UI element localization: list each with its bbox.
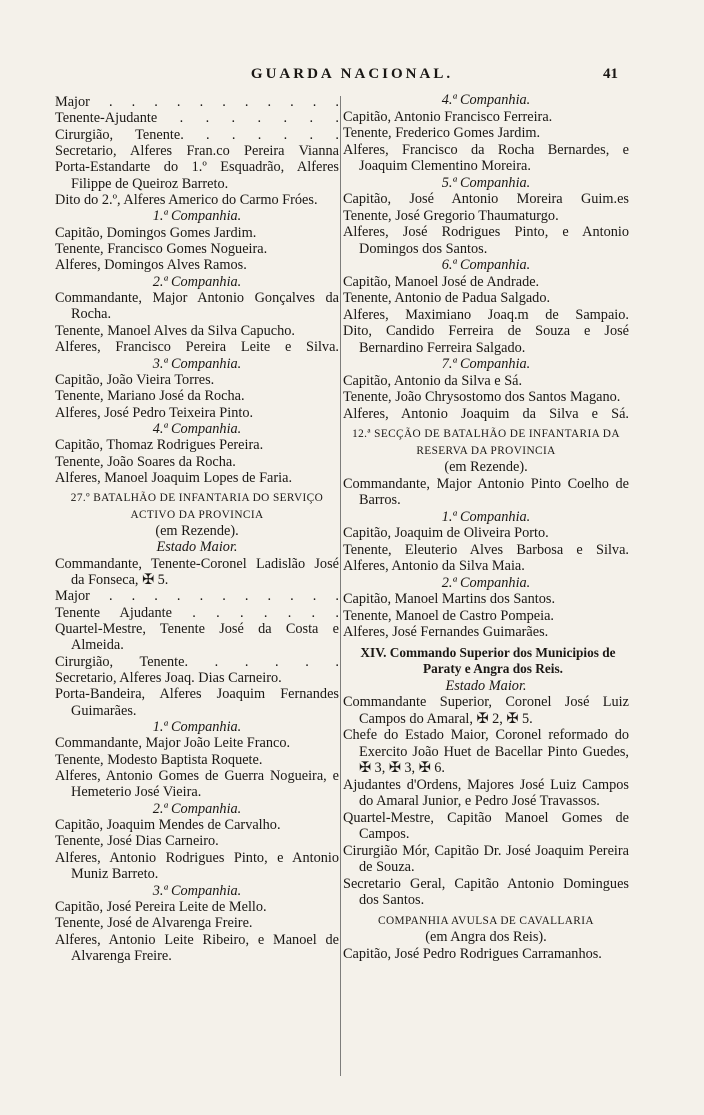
entry: Tenente, José de Alvarenga Freire. <box>55 915 253 932</box>
entry: Capitão, Domingos Gomes Jardim. <box>55 224 257 241</box>
entry: Cirurgião, Tenente. . . . . . <box>55 653 339 670</box>
company-heading: 3.ª Companhia. <box>152 882 242 899</box>
entry: Secretario, Alferes Joaq. Dias Carneiro. <box>55 670 282 687</box>
entry: Alferes, Domingos Alves Ramos. <box>55 257 247 274</box>
location-note: (em Rezende). <box>155 522 239 539</box>
company-heading: 1.ª Companhia. <box>152 719 242 736</box>
entry: Tenente, João Chrysostomo dos Santos Magano. <box>343 389 621 405</box>
entry: Capitão, Manoel Martins dos Santos. <box>343 591 556 607</box>
company-heading: 1.ª Companhia. <box>441 508 531 525</box>
entry: Commandante, Major Antonio Pinto Coelho de Barros. <box>343 475 629 508</box>
entry: Capitão, João Vieira Torres. <box>55 371 215 388</box>
entry: Alferes, Maximiano Joaq.m de Sampaio. <box>343 306 629 323</box>
company-heading: 2.ª Companhia. <box>441 574 531 591</box>
entry: Tenente, João Soares da Rocha. <box>55 453 236 470</box>
page-header <box>0 66 704 88</box>
entry: Alferes, Francisco Pereira Leite e Silva. <box>55 339 339 356</box>
left-column <box>55 94 339 964</box>
entry: Tenente, Eleuterio Alves Barbosa e Silva. <box>343 541 629 558</box>
battalion-heading: 12.ª SECÇÃO DE BATALHÃO DE INFANTARIA DA RESERVA DA PROVINCIA <box>352 428 620 457</box>
company-heading: 1.ª Companhia. <box>152 208 242 225</box>
entry: Tenente Ajudante . . . . . . . <box>55 604 339 621</box>
entry: Tenente-Ajudante . . . . . . . <box>55 110 339 127</box>
entry: Alferes, Antonio da Silva Maia. <box>343 558 525 574</box>
company-heading: 2.ª Companhia. <box>152 273 242 290</box>
entry: Tenente, Mariano José da Rocha. <box>55 388 245 405</box>
entry: Commandante, Major João Leite Franco. <box>55 735 291 752</box>
entry: Quartel-Mestre, Capitão Manoel Gomes de Campos. <box>343 809 629 842</box>
entry: Tenente, José Gregorio Thaumaturgo. <box>343 207 559 224</box>
entry: Alferes, José Pedro Teixeira Pinto. <box>55 404 254 421</box>
entry: Alferes, Antonio Gomes de Guerra Nogueira, e Hemeterio José Vieira. <box>55 768 339 801</box>
company-heading: 2.ª Companhia. <box>152 800 242 817</box>
entry: Capitão, Joaquim de Oliveira Porto. <box>343 525 549 541</box>
entry: Ajudantes d'Ordens, Majores José Luiz Campos do Amaral Junior, e Pedro José Travassos. <box>343 776 629 809</box>
entry: Cirurgião, Tenente. . . . . . . <box>55 126 339 143</box>
entry: Dito, Candido Ferreira de Souza e José Bernardino Ferreira Salgado. <box>343 323 629 356</box>
company-heading: Estado Maior. <box>156 539 238 556</box>
entry: Alferes, Antonio Rodrigues Pinto, e Antonio Muniz Barreto. <box>55 849 339 883</box>
company-heading: 7.ª Companhia. <box>441 356 531 372</box>
battalion-heading: 27.º BATALHÃO DE INFANTARIA DO SERVIÇO ACTIVO DA PROVINCIA <box>70 492 324 521</box>
entry: Secretario Geral, Capitão Antonio Domingues dos Santos. <box>343 875 629 908</box>
entry: Porta-Estandarte do 1.º Esquadrão, Alferes Filippe de Queiroz Barreto. <box>55 159 339 192</box>
entry: Tenente, Manoel de Castro Pompeia. <box>343 607 555 624</box>
entry: Tenente, Manoel Alves da Silva Capucho. <box>55 322 296 339</box>
company-heading: 4.ª Companhia. <box>441 92 531 108</box>
entry: Capitão, Manoel José de Andrade. <box>343 273 540 290</box>
company-heading: Estado Maior. <box>445 677 527 694</box>
company-heading: 6.ª Companhia. <box>441 257 531 273</box>
location-note: (em Rezende). <box>444 459 528 475</box>
company-heading: 5.ª Companhia. <box>441 174 531 191</box>
battalion-heading: COMPANHIA AVULSA DE CAVALLARIA <box>378 914 594 927</box>
entry: Quartel-Mestre, Tenente José da Costa e Almeida. <box>55 621 339 654</box>
entry: Tenente, Modesto Baptista Roquete. <box>55 751 263 768</box>
column-divider <box>340 96 341 1076</box>
command-heading: XIV. Commando Superior dos Municipios de Paraty e Angra dos Reis. <box>360 644 616 676</box>
right-column <box>343 92 629 962</box>
entry: Tenente, Francisco Gomes Nogueira. <box>55 241 268 258</box>
entry: Commandante Superior, Coronel José Luiz Campos do Amaral, ✠ 2, ✠ 5. <box>343 694 629 727</box>
entry: Alferes, Antonio Joaquim da Silva e Sá. <box>343 405 629 422</box>
entry: Chefe do Estado Maior, Coronel reformado do Exercito João Huet de Bacellar Pinto Guedes, ✠ 3, ✠ 3, ✠ 6. <box>343 727 629 776</box>
page-number: 41 <box>603 66 618 82</box>
entry: Tenente, Frederico Gomes Jardim. <box>343 125 541 141</box>
entry: Capitão, Joaquim Mendes de Carvalho. <box>55 817 281 834</box>
entry: Dito do 2.º, Alferes Americo do Carmo Fróes. <box>55 192 318 209</box>
entry: Major . . . . . . . . . . . <box>55 94 339 110</box>
entry: Capitão, José Antonio Moreira Guim.es <box>343 191 629 207</box>
entry: Secretario, Alferes Fran.co Pereira Vianna <box>55 143 339 160</box>
entry: Alferes, José Rodrigues Pinto, e Antonio Domingos dos Santos. <box>343 224 629 257</box>
entry: Capitão, Thomaz Rodrigues Pereira. <box>55 437 264 454</box>
entry: Capitão, Antonio Francisco Ferreira. <box>343 108 553 125</box>
entry: Alferes, Manoel Joaquim Lopes de Faria. <box>55 469 293 486</box>
entry: Commandante, Tenente-Coronel Ladislão José da Fonseca, ✠ 5. <box>55 555 339 588</box>
company-heading: 3.ª Companhia. <box>152 355 242 372</box>
entry: Cirurgião Mór, Capitão Dr. José Joaquim Pereira de Souza. <box>343 842 629 875</box>
entry: Major . . . . . . . . . . . <box>55 588 339 605</box>
entry: Commandante, Major Antonio Gonçalves da Rocha. <box>55 290 339 323</box>
entry: Porta-Bandeira, Alferes Joaquim Fernandes Guimarães. <box>55 686 339 719</box>
location-note: (em Angra dos Reis). <box>425 929 547 945</box>
company-heading: 4.ª Companhia. <box>152 420 242 437</box>
entry: Tenente, José Dias Carneiro. <box>55 833 219 850</box>
entry: Capitão, José Pereira Leite de Mello. <box>55 898 267 915</box>
page-title: GUARDA NACIONAL. <box>250 66 454 82</box>
entry: Alferes, Antonio Leite Ribeiro, e Manoel de Alvarenga Freire. <box>55 931 339 964</box>
entry: Tenente, Antonio de Padua Salgado. <box>343 290 551 306</box>
entry: Alferes, José Fernandes Guimarães. <box>343 624 549 640</box>
entry: Capitão, Antonio da Silva e Sá. <box>343 372 523 389</box>
entry: Capitão, José Pedro Rodrigues Carramanhos. <box>343 945 602 962</box>
entry: Alferes, Francisco da Rocha Bernardes, e Joaquim Clementino Moreira. <box>343 141 629 174</box>
